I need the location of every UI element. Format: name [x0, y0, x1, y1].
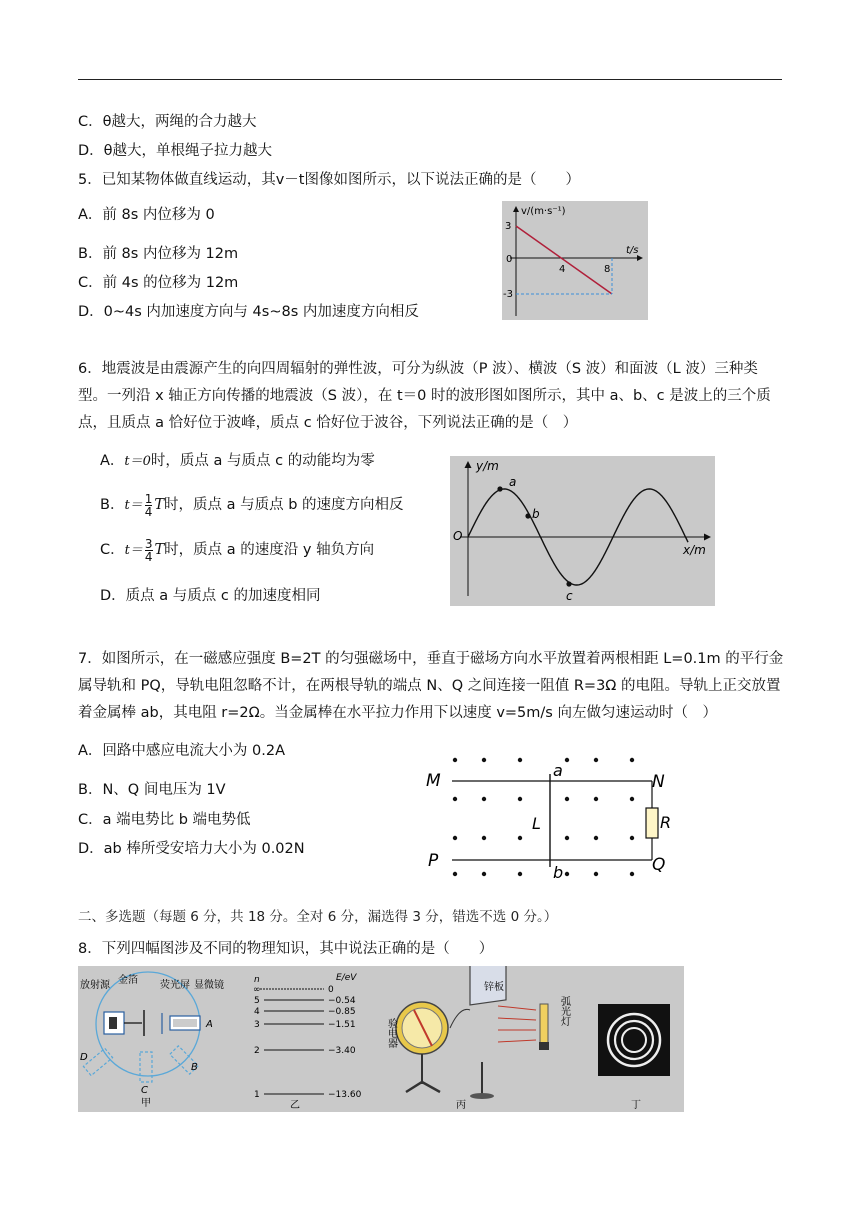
section2-heading: 二、多选题（每题 6 分，共 18 分。全对 6 分，漏选得 3 分，错选不选 0 分。）	[78, 909, 558, 925]
q6-label-c: c	[566, 589, 573, 603]
q8-yi-n4: 2	[254, 1046, 260, 1056]
q8-fig-jia	[80, 972, 224, 1109]
field-dot	[630, 797, 634, 801]
field-dot	[630, 836, 634, 840]
q8-jia-caption: 甲	[141, 1098, 151, 1109]
q7-label-b: b	[553, 863, 564, 882]
q7-option-b[interactable]: B．N、Q 间电压为 1V	[78, 782, 226, 798]
q6-label-b: b	[532, 507, 540, 521]
header-rule	[78, 79, 782, 80]
q8-yi-caption: 乙	[290, 1100, 300, 1111]
q7-label-N: N	[652, 772, 665, 792]
q8-yi-n0: ∞	[253, 985, 261, 995]
field-dot	[453, 797, 457, 801]
q8-yi-e2: −0.85	[328, 1007, 356, 1017]
field-dot	[565, 872, 569, 876]
q7-option-c[interactable]: C．a 端电势比 b 端电势低	[78, 812, 251, 828]
q8-yi-e-label: E/eV	[336, 973, 357, 983]
q4-option-c[interactable]: C．θ越大，两绳的合力越大	[78, 114, 257, 130]
field-dot	[518, 872, 522, 876]
q6-option-d[interactable]: D．质点 a 与质点 c 的加速度相同	[100, 588, 321, 604]
q8-jia-A: A	[206, 1019, 213, 1030]
q8-jia-D: D	[80, 1052, 88, 1063]
field-dot	[482, 797, 486, 801]
field-dot	[594, 872, 598, 876]
q7-circuit-diagram	[420, 752, 680, 882]
q8-yi-e5: −13.60	[328, 1090, 362, 1100]
q6-c-fraction: $\frac{3}{4}$	[144, 536, 153, 564]
q8-yi-e4: −3.40	[328, 1046, 356, 1056]
q5-option-d[interactable]: D．0~4s 内加速度方向与 4s~8s 内加速度方向相反	[78, 304, 419, 320]
q6-point-a	[497, 486, 502, 491]
q6-origin: O	[453, 529, 463, 543]
q8-yi-n5: 1	[254, 1090, 260, 1100]
q8-figure-strip	[78, 966, 684, 1112]
q6-x-label: x/m	[683, 543, 706, 557]
field-dot	[453, 758, 457, 762]
q8-jia-foil: 金箔	[118, 975, 138, 986]
q7-resistor-R	[646, 808, 658, 838]
q8-yi-e3: −1.51	[328, 1020, 356, 1030]
field-dot	[453, 836, 457, 840]
q7-label-M: M	[426, 771, 441, 791]
q5-tick-3: 3	[505, 221, 512, 232]
field-dot	[565, 758, 569, 762]
q8-bing-plate: 锌板	[484, 982, 504, 993]
q5-option-a[interactable]: A．前 8s 内位移为 0	[78, 207, 215, 223]
field-dot	[518, 836, 522, 840]
q8-yi-n2: 4	[254, 1007, 260, 1017]
q5-tick-neg3: -3	[503, 289, 513, 300]
q8-yi-n1: 5	[254, 996, 260, 1006]
field-dot	[453, 872, 457, 876]
q7-field-dots	[453, 758, 634, 876]
q7-label-a: a	[553, 761, 563, 780]
q6-label-a: a	[509, 475, 517, 489]
q8-ding-caption: 丁	[631, 1100, 641, 1111]
q8-bing-lamp: 弧光灯	[558, 996, 570, 1026]
q6-stem: 6．地震波是由震源产生的向四周辐射的弹性波，可分为纵波（P 波）、横波（S 波）和面波（L 波）三种类型。一列沿 x 轴正方向传播的地震波（S 波），在 t＝0 时的波形图如图所示，其中 a、b、c 是波上的三个质点，且质点 a 恰好位于波峰，质点 c 恰好位于波谷，下列说法正确的是（ ）	[78, 361, 771, 431]
q6-wave-graph	[450, 456, 715, 606]
field-dot	[630, 872, 634, 876]
q8-stem: 8．下列四幅图涉及不同的物理知识，其中说法正确的是（ ）	[78, 941, 494, 957]
q6-point-c	[566, 581, 571, 586]
field-dot	[482, 758, 486, 762]
q8-yi-n-label: n	[254, 975, 260, 985]
q5-tick-4: 4	[559, 264, 566, 275]
q5-stem: 5．已知某物体做直线运动，其v－t图像如图所示，以下说法正确的是（ ）	[78, 172, 580, 188]
q7-stem: 7．如图所示，在一磁感应强度 B=2T 的匀强磁场中，垂直于磁场方向水平放置着两根相距 L=0.1m 的平行金属导轨和 PQ，导轨电阻忽略不计，在两根导轨的端点 N、Q 之间连接一阻值 R=3Ω 的电阻。导轨上正交放置着金属棒 ab，其电阻 r=2Ω。当金属棒在水平拉力作用下以速度 v=5m/s 向左做匀速运动时（ ）	[78, 651, 784, 721]
q7-label-Q: Q	[652, 855, 666, 875]
field-dot	[482, 872, 486, 876]
q8-jia-C: C	[141, 1085, 148, 1096]
q6-option-b[interactable]: B．t＝ $\frac{1}{4}$ T时，质点 a 与质点 b 的速度方向相反	[100, 491, 404, 519]
q8-bing-electroscope: 验电器	[385, 1018, 397, 1048]
q7-label-R: R	[660, 813, 672, 832]
q6-option-c[interactable]: C．t＝ $\frac{3}{4}$ T时，质点 a 的速度沿 y 轴负方向	[100, 536, 375, 564]
q5-x-label: t/s	[626, 245, 639, 256]
q8-yi-e1: −0.54	[328, 996, 356, 1006]
field-dot	[594, 836, 598, 840]
q5-vt-graph	[502, 201, 648, 320]
q6-b-fraction: $\frac{1}{4}$	[144, 491, 153, 519]
field-dot	[518, 758, 522, 762]
q7-option-d[interactable]: D．ab 棒所受安培力大小为 0.02N	[78, 841, 305, 857]
field-dot	[518, 797, 522, 801]
q8-yi-e0: 0	[328, 985, 334, 995]
q8-fig-bing	[386, 966, 571, 1111]
q5-option-b[interactable]: B．前 8s 内位移为 12m	[78, 246, 239, 262]
q8-fig-ding	[598, 1004, 670, 1111]
field-dot	[482, 836, 486, 840]
q4-option-d[interactable]: D．θ越大，单根绳子拉力越大	[78, 143, 273, 159]
q7-label-L: L	[532, 814, 541, 833]
field-dot	[594, 758, 598, 762]
field-dot	[565, 836, 569, 840]
q8-jia-microscope: 显微镜	[194, 980, 224, 991]
q8-yi-n3: 3	[254, 1020, 260, 1030]
q5-y-label: v/(m·s⁻¹)	[521, 206, 566, 217]
q6-option-a[interactable]: A．t＝0时，质点 a 与质点 c 的动能均为零	[100, 453, 375, 469]
q8-jia-B: B	[191, 1062, 198, 1073]
q6-point-b	[525, 513, 530, 518]
q7-label-P: P	[428, 851, 439, 871]
q8-fig-yi	[253, 973, 362, 1111]
field-dot	[594, 797, 598, 801]
q5-tick-8: 8	[604, 264, 611, 275]
q8-bing-caption: 丙	[456, 1100, 466, 1111]
field-dot	[565, 797, 569, 801]
field-dot	[630, 758, 634, 762]
q8-jia-screen: 荧光屏	[160, 980, 190, 991]
q6-y-label: y/m	[476, 459, 499, 473]
q5-option-c[interactable]: C．前 4s 的位移为 12m	[78, 275, 239, 291]
q7-option-a[interactable]: A．回路中感应电流大小为 0.2A	[78, 743, 286, 759]
q8-jia-source: 放射源	[80, 980, 110, 991]
q5-tick-0: 0	[506, 254, 513, 265]
q5-vt-line	[516, 226, 612, 294]
